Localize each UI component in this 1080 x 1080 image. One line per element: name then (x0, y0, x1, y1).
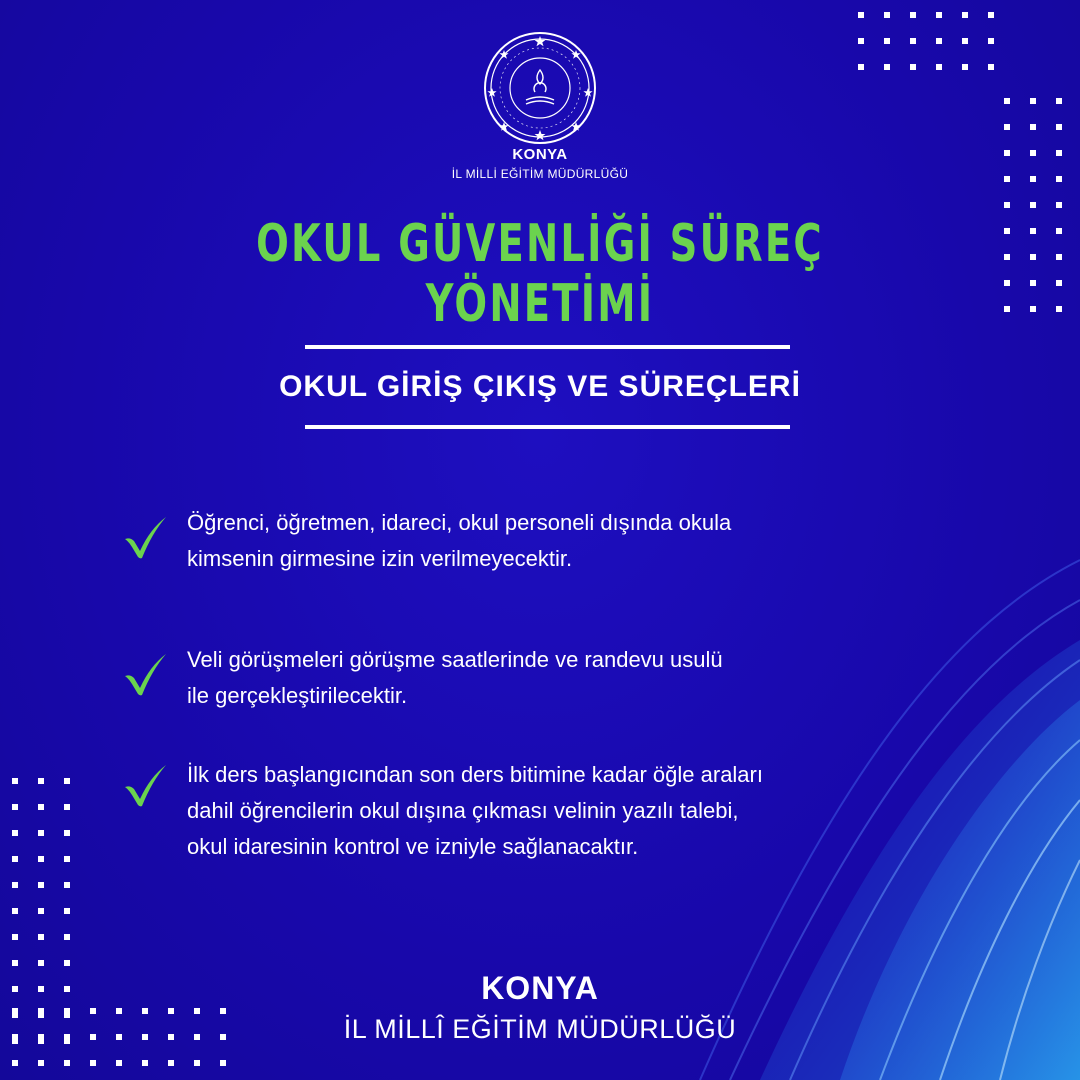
decor-dot (64, 804, 70, 810)
list-item-line: ile gerçekleştirilecektir. (187, 683, 408, 708)
decor-dot (884, 38, 890, 44)
decor-dot (64, 856, 70, 862)
decor-dot (936, 38, 942, 44)
decor-dot (910, 38, 916, 44)
list-item-line: Öğrenci, öğretmen, idareci, okul personeli dışında okula (187, 510, 732, 535)
decor-dot (988, 12, 994, 18)
decor-dot (12, 960, 18, 966)
divider-top (305, 345, 790, 349)
decor-dot (988, 64, 994, 70)
decor-dot (1030, 280, 1036, 286)
decor-dot (38, 856, 44, 862)
list-item-line: Veli görüşmeleri görüşme saatlerinde ve randevu usulü (187, 647, 723, 672)
decor-dot (64, 1060, 70, 1066)
meb-seal-icon (482, 30, 598, 146)
decor-dot (64, 778, 70, 784)
decor-dot (936, 64, 942, 70)
decor-dot (38, 934, 44, 940)
decor-dot (64, 830, 70, 836)
decor-dot (988, 38, 994, 44)
list-item-line: kimsenin girmesine izin verilmeyecektir. (187, 546, 573, 571)
check-icon (120, 648, 170, 698)
decor-dot (1004, 202, 1010, 208)
decor-dot (12, 1060, 18, 1066)
decor-dot (1056, 306, 1062, 312)
list-item-line: İlk ders başlangıcından son ders bitimine kadar öğle araları (187, 762, 763, 787)
decor-dot (962, 12, 968, 18)
decor-dot (64, 908, 70, 914)
decor-dot (38, 830, 44, 836)
decor-dot (1030, 228, 1036, 234)
footer-city: KONYA (481, 970, 599, 1006)
decor-dot (38, 1060, 44, 1066)
list-item-line: okul idaresinin kontrol ve izniyle sağlanacaktır. (187, 834, 639, 859)
list-item-text (187, 642, 927, 714)
decor-dot (64, 960, 70, 966)
decor-dot (12, 934, 18, 940)
decor-dot (220, 1060, 226, 1066)
section-subtitle: OKUL GİRİŞ ÇIKIŞ VE SÜREÇLERİ (279, 370, 801, 403)
decor-dot (116, 1060, 122, 1066)
header-city: KONYA (512, 146, 568, 163)
decor-dot (1004, 254, 1010, 260)
decor-dot (1056, 254, 1062, 260)
decor-dot (1004, 228, 1010, 234)
decor-dot (12, 830, 18, 836)
decor-dot (884, 12, 890, 18)
check-icon (120, 759, 170, 809)
decor-dot (936, 12, 942, 18)
decor-dot (12, 882, 18, 888)
list-item-line: dahil öğrencilerin okul dışına çıkması velinin yazılı talebi, (187, 798, 739, 823)
decor-dot (1030, 124, 1036, 130)
decor-dot (38, 960, 44, 966)
divider-bottom (305, 425, 790, 429)
decor-dot (1056, 202, 1062, 208)
decor-dot (12, 908, 18, 914)
decor-dot (1056, 280, 1062, 286)
decor-dot (1030, 98, 1036, 104)
decor-dot (962, 38, 968, 44)
decor-dot (858, 64, 864, 70)
footer-directorate: İL MİLLÎ EĞİTİM MÜDÜRLÜĞÜ (343, 1014, 737, 1044)
decor-dot (910, 12, 916, 18)
decor-dot (38, 778, 44, 784)
decor-dot (38, 908, 44, 914)
decor-dot (142, 1060, 148, 1066)
decor-dot (910, 64, 916, 70)
decor-dot (1030, 306, 1036, 312)
decor-dot (1004, 98, 1010, 104)
decor-dot (38, 804, 44, 810)
decor-dot (1056, 228, 1062, 234)
decor-dot (1004, 280, 1010, 286)
list-item-text (187, 757, 927, 865)
decor-dot (1030, 202, 1036, 208)
decor-dot (962, 64, 968, 70)
check-icon (120, 511, 170, 561)
decor-dot (1056, 124, 1062, 130)
decor-dot (194, 1060, 200, 1066)
decor-dot (1056, 98, 1062, 104)
decor-dot (38, 882, 44, 888)
decor-dot (64, 934, 70, 940)
header-directorate: İL MİLLİ EĞİTİM MÜDÜRLÜĞÜ (451, 167, 629, 181)
decor-dot (858, 12, 864, 18)
decor-dot (884, 64, 890, 70)
page-title: OKUL GÜVENLİĞİ SÜREÇ YÖNETİMİ (256, 214, 824, 334)
decor-dot (168, 1060, 174, 1066)
decor-dot (1004, 124, 1010, 130)
decor-dot (12, 856, 18, 862)
decor-dot (12, 804, 18, 810)
decor-dot (1004, 306, 1010, 312)
decor-dot (90, 1060, 96, 1066)
list-item-text (187, 505, 927, 577)
decor-dot (12, 778, 18, 784)
decor-dot (64, 882, 70, 888)
decor-dot (1030, 254, 1036, 260)
decor-dot (858, 38, 864, 44)
